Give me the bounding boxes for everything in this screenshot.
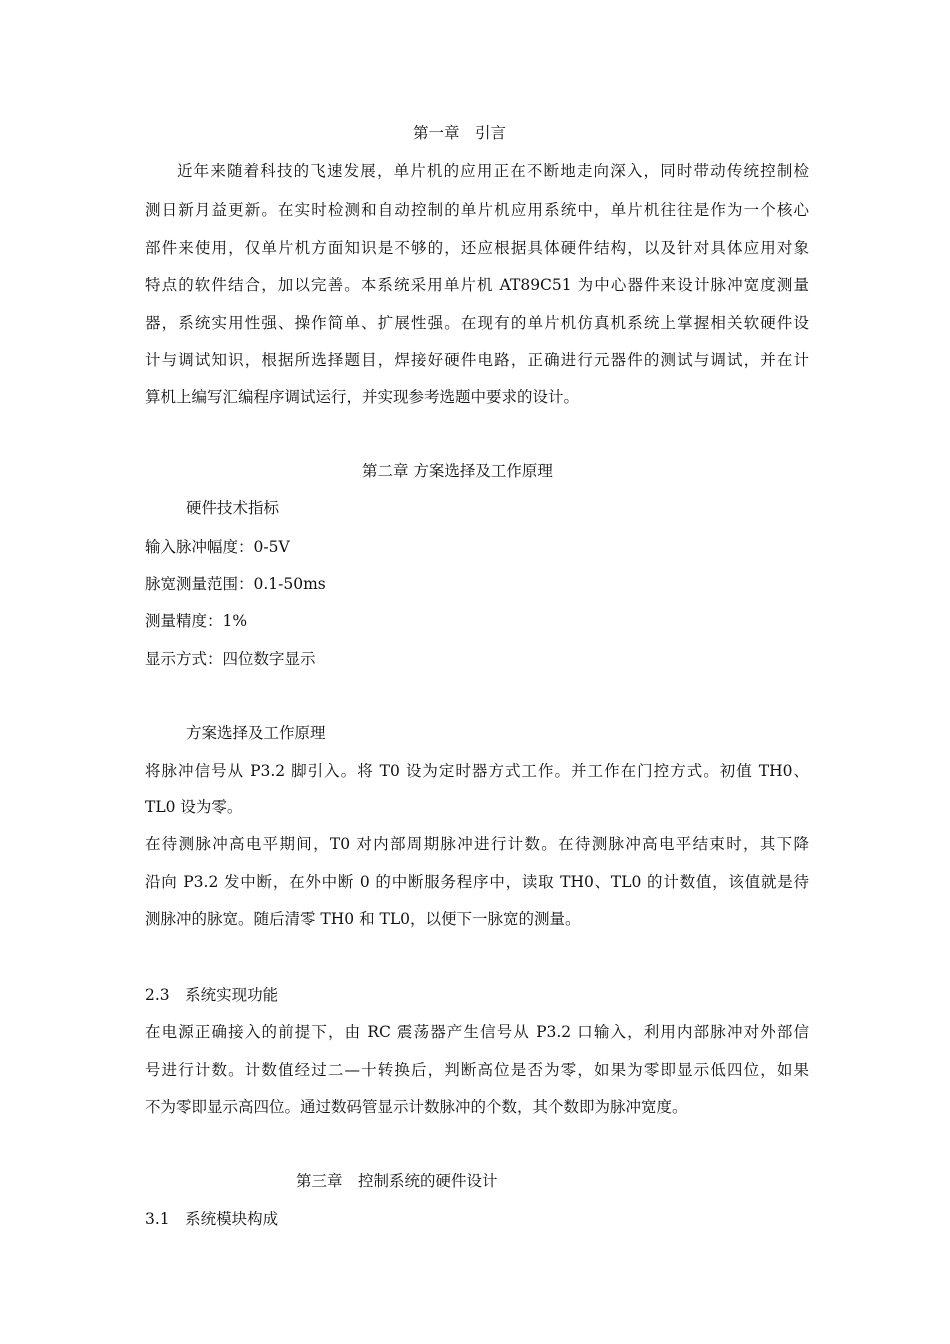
spec-item: 输入脉冲幅度：0-5V <box>145 538 290 556</box>
paragraph-line: 测脉冲的脉宽。随后清零 TH0 和 TL0，以便下一脉宽的测量。 <box>145 910 581 928</box>
spec-item: 测量精度：1% <box>145 612 248 630</box>
spec-item: 脉宽测量范围：0.1-50ms <box>145 575 326 593</box>
paragraph-line: 沿向 P3.2 发中断，在外中断 0 的中断服务程序中，读取 TH0、TL0 的计数值，该值就是待 <box>145 873 809 891</box>
section-2-3-heading: 2.3 系统实现功能 <box>145 986 279 1004</box>
paragraph-line: 计与调试知识，根据所选择题目，焊接好硬件电路，正确进行元器件的测试与调试，并在计 <box>145 351 809 369</box>
paragraph-line: 器，系统实用性强、操作简单、扩展性强。在现有的单片机仿真机系统上掌握相关软硬件设 <box>145 314 809 332</box>
section-3-1-heading: 3.1 系统模块构成 <box>145 1210 279 1228</box>
paragraph-line: 特点的软件结合，加以完善。本系统采用单片机 AT89C51 为中心器件来设计脉冲宽度测量 <box>145 276 809 294</box>
spec-heading: 硬件技术指标 <box>186 499 280 517</box>
paragraph-line: 测日新月益更新。在实时检测和自动控制的单片机应用系统中，单片机往往是作为一个核心 <box>145 201 809 219</box>
paragraph-line: 不为零即显示高四位。通过数码管显示计数脉冲的个数，其个数即为脉冲宽度。 <box>145 1098 688 1116</box>
paragraph-line: 算机上编写汇编程序调试运行，并实现参考选题中要求的设计。 <box>145 388 580 406</box>
chapter-3-title: 第三章 控制系统的硬件设计 <box>296 1172 498 1190</box>
paragraph-line: 部件来使用，仅单片机方面知识是不够的，还应根据具体硬件结构，以及针对具体应用对象 <box>145 239 809 257</box>
chapter-1-title: 第一章 引言 <box>413 124 507 142</box>
paragraph-line: 在待测脉冲高电平期间，T0 对内部周期脉冲进行计数。在待测脉冲高电平结束时，其下降 <box>145 835 809 853</box>
paragraph-line: TL0 设为零。 <box>145 798 243 816</box>
principle-heading: 方案选择及工作原理 <box>186 724 326 742</box>
paragraph-line: 近年来随着科技的飞速发展，单片机的应用正在不断地走向深入，同时带动传统控制检 <box>177 162 809 180</box>
paragraph-line: 号进行计数。计数值经过二—十转换后，判断高位是否为零，如果为零即显示低四位，如果 <box>145 1061 809 1079</box>
paragraph-line: 在电源正确接入的前提下，由 RC 震荡器产生信号从 P3.2 口输入，利用内部脉冲对外部信 <box>145 1023 809 1041</box>
chapter-2-title: 第二章 方案选择及工作原理 <box>362 462 553 480</box>
spec-item: 显示方式：四位数字显示 <box>145 650 316 668</box>
paragraph-line: 将脉冲信号从 P3.2 脚引入。将 T0 设为定时器方式工作。并工作在门控方式。初值 TH0、 <box>145 762 809 780</box>
